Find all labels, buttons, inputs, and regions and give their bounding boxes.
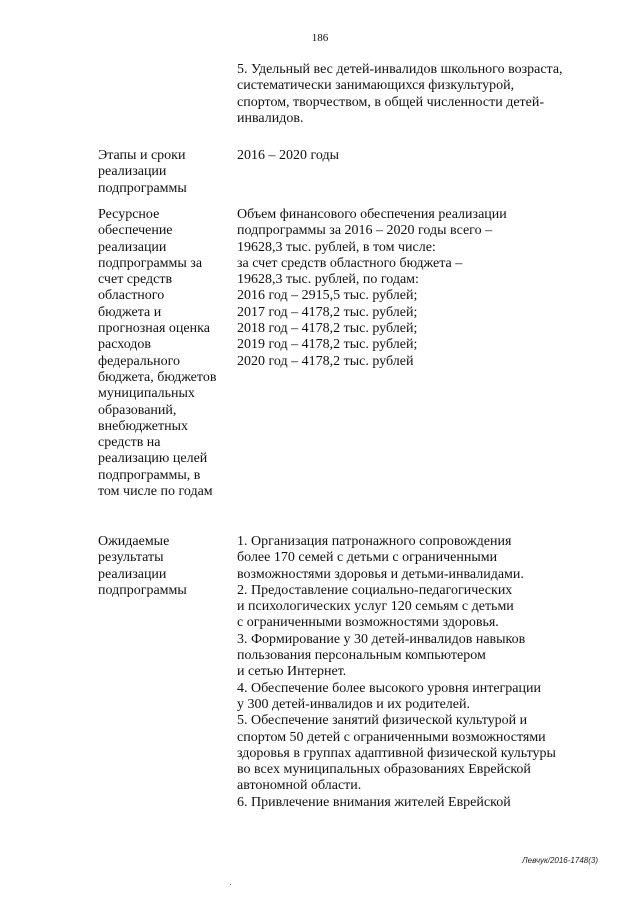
- value-line: и сетью Интернет.: [237, 664, 347, 680]
- label-line: реализации: [98, 164, 167, 180]
- row-value: [237, 62, 598, 127]
- value-line: 19628,3 тыс. рублей, в том числе:: [237, 239, 436, 255]
- value-line: с ограниченными возможностями здоровья.: [237, 615, 499, 631]
- label-line: бюджета и: [98, 304, 162, 320]
- label-line: подпрограммы: [98, 180, 187, 196]
- value-line: более 170 семей с детьми с ограниченными: [237, 550, 498, 566]
- value-line: и психологических услуг 120 семьям с детьми: [237, 599, 514, 615]
- value-line: за счет средств областного бюджета –: [237, 255, 463, 271]
- label-line: подпрограммы за: [98, 255, 203, 271]
- row-label: [98, 207, 232, 500]
- value-line: 2017 год – 4178,2 тыс. рублей;: [237, 304, 418, 320]
- value-line: 1. Организация патронажного сопровождения: [237, 534, 512, 549]
- label-line: реализации: [98, 239, 167, 255]
- value-line: во всех муниципальных образованиях Еврейской: [237, 762, 531, 778]
- label-line: обеспечение: [98, 223, 173, 239]
- label-line: бюджета, бюджетов: [98, 369, 217, 385]
- value-line: подпрограммы за 2016 – 2020 годы всего –: [237, 223, 493, 239]
- label-line: подпрограммы, в: [98, 467, 201, 483]
- value-line: 5. Удельный вес детей-инвалидов школьного возраста,: [237, 62, 563, 77]
- row-label: [98, 148, 232, 197]
- label-line: средств на: [98, 435, 161, 451]
- label-line: расходов: [98, 337, 152, 353]
- value-line: 2019 год – 4178,2 тыс. рублей;: [237, 337, 418, 353]
- page-number: 186: [311, 32, 329, 44]
- value-line: возможностями здоровья и детьми-инвалидами.: [237, 566, 524, 582]
- label-line: прогнозная оценка: [98, 321, 210, 337]
- value-line: автономной области.: [237, 778, 362, 794]
- label-line: образований,: [98, 402, 177, 418]
- value-line: здоровья в группах адаптивной физической культуры: [237, 745, 556, 761]
- label-line: муниципальных: [98, 386, 195, 402]
- label-line: внебюджетных: [98, 418, 189, 434]
- value-line: спортом, творчеством, в общей численности детей-: [237, 94, 545, 110]
- value-line: 5. Обеспечение занятий физической культурой и: [237, 713, 528, 729]
- label-line: Этапы и сроки: [98, 148, 186, 163]
- label-line: подпрограммы: [98, 582, 187, 598]
- row-value: [237, 534, 598, 811]
- value-line: 2. Предоставление социально-педагогических: [237, 582, 513, 598]
- document-registration-code: Левчук/2016-1748(3): [522, 856, 598, 865]
- label-line: Ресурсное: [98, 207, 160, 222]
- value-line: инвалидов.: [237, 110, 304, 126]
- row-value: [237, 148, 598, 164]
- label-line: Ожидаемые: [98, 534, 170, 549]
- value-line: 2018 год – 4178,2 тыс. рублей;: [237, 321, 418, 337]
- label-line: том числе по годам: [98, 484, 213, 500]
- value-line: 2016 – 2020 годы: [237, 148, 340, 163]
- value-line: 3. Формирование у 30 детей-инвалидов навыков: [237, 631, 526, 647]
- label-line: федерального: [98, 353, 181, 369]
- label-line: реализацию целей: [98, 451, 208, 467]
- value-line: пользования персональным компьютером: [237, 648, 486, 664]
- row-value: [237, 207, 598, 370]
- value-line: у 300 детей-инвалидов и их родителей.: [237, 696, 471, 712]
- value-line: 6. Привлечение внимания жителей Еврейской: [237, 794, 511, 810]
- label-line: реализации: [98, 566, 167, 582]
- value-line: Объем финансового обеспечения реализации: [237, 207, 507, 222]
- label-line: результаты: [98, 550, 164, 566]
- value-line: 19628,3 тыс. рублей, по годам:: [237, 272, 419, 288]
- value-line: систематически занимающихся физкультурой,: [237, 78, 515, 94]
- value-line: спортом 50 детей с ограниченными возможностями: [237, 729, 546, 745]
- value-line: 2020 год – 4178,2 тыс. рублей: [237, 353, 414, 369]
- row-label: [98, 534, 232, 599]
- scan-speck: [230, 884, 231, 885]
- value-line: 2016 год – 2915,5 тыс. рублей;: [237, 288, 418, 304]
- label-line: областного: [98, 288, 165, 304]
- label-line: счет средств: [98, 272, 173, 288]
- value-line: 4. Обеспечение более высокого уровня интеграции: [237, 680, 541, 696]
